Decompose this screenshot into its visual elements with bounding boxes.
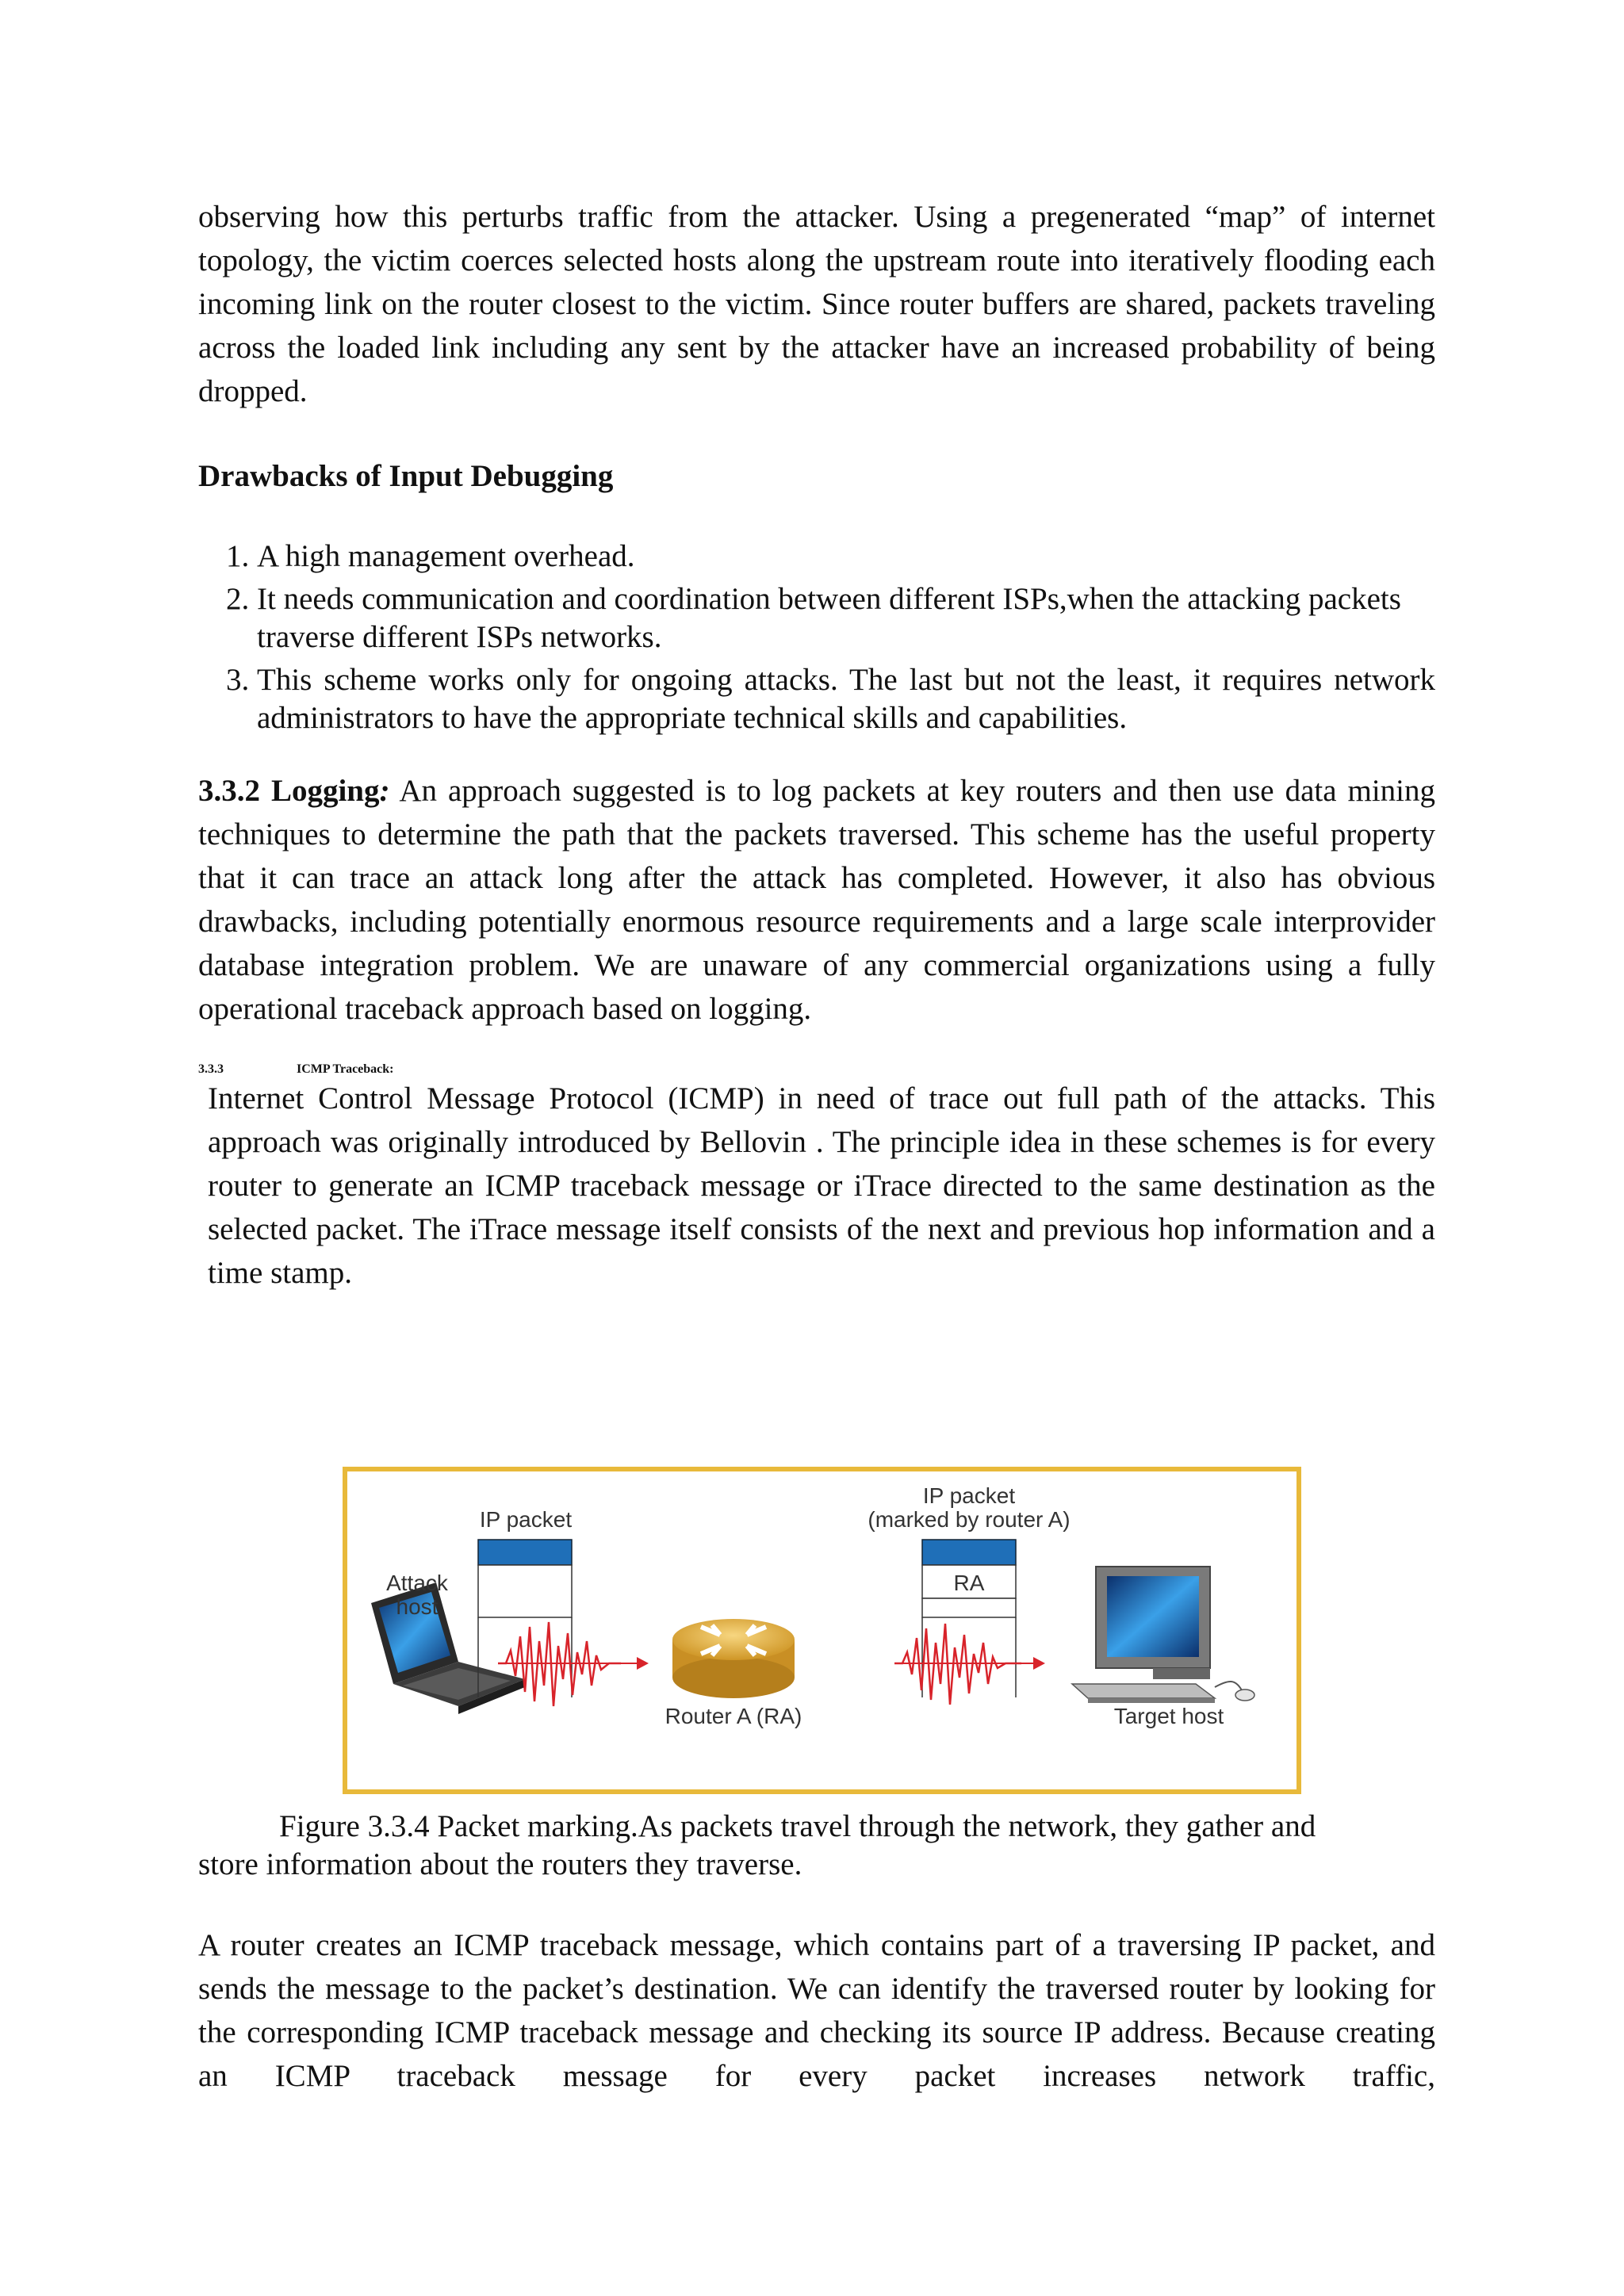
figure-diagram xyxy=(347,1471,1297,1789)
final-section xyxy=(198,1923,1435,2098)
marked-packet-label-1: IP packet xyxy=(922,1483,1016,1508)
marked-packet-label-2: (marked by router A) xyxy=(868,1507,1071,1532)
attack-host-label-2: host xyxy=(396,1594,439,1619)
mark-label: RA xyxy=(953,1571,985,1595)
list-item: 2. It needs communication and coordination between different ISPs,when the attacking packets traverse different ISPs networks. xyxy=(257,580,1435,656)
target-host-label: Target host xyxy=(1113,1704,1224,1728)
marked-packet-header xyxy=(922,1540,1016,1565)
logging-colon: : xyxy=(379,774,390,808)
icmp-paragraph: Internet Control Message Protocol (ICMP) in need of trace out full path of the attacks. This approach was originally introduced by Bellovin . The principle idea in these schemes is for every router to generate an ICMP traceback message or iTrace directed to the same destination as the selected packet. The iTrace message itself consists of the next and previous hop information and a time stamp. xyxy=(208,1081,1435,1290)
figure-caption xyxy=(198,1808,1435,1884)
intro-paragraph: observing how this perturbs traffic from the attacker. Using a pregenerated “map” of internet topology, the victim coerces selected hosts along the upstream route into iteratively flooding each incoming link on the router closest to the victim. Since router buffers are shared, packets traveling across the loaded link including any sent by the attacker have an increased probability of being dropped. xyxy=(198,200,1435,408)
computer-icon xyxy=(1072,1567,1254,1703)
packet-body xyxy=(478,1565,572,1617)
icmp-number: 3.3.3 xyxy=(198,1062,224,1076)
attack-host-label-1: Attack xyxy=(386,1571,448,1595)
router-icon xyxy=(672,1619,795,1698)
router-label: Router A (RA) xyxy=(665,1704,802,1728)
caption-line-1: Figure 3.3.4 Packet marking.As packets travel through the network, they gather and xyxy=(279,1809,1316,1843)
list-item: 1. A high management overhead. xyxy=(257,538,1435,576)
icmp-title: ICMP Traceback: xyxy=(297,1062,394,1076)
caption-line-2: store information about the routers they traverse. xyxy=(198,1847,802,1881)
drawbacks-heading: Drawbacks of Input Debugging xyxy=(198,459,614,493)
logging-text: An approach suggested is to log packets at key routers and then use data mining techniques to determine the path that the packets traversed. This scheme has the useful property that it can trace an attack long after the attack has completed. However, it also has obvious drawbacks, including potentially enormous resource requirements and a large scale interprovider database integration problem. We are unaware of any commercial organizations using a fully operational traceback approach based on logging. xyxy=(198,774,1435,1026)
packet-marking-figure xyxy=(343,1467,1301,1794)
ip-packet-label: IP packet xyxy=(479,1507,573,1532)
logging-paragraph xyxy=(198,769,1435,1031)
logging-title: 3.3.2 Logging xyxy=(198,774,380,808)
list-item: 3. This scheme works only for ongoing attacks. The last but not the least, it requires network administrators to have the appropriate technical skills and capabilities. xyxy=(257,661,1435,737)
page-content xyxy=(198,189,1435,1295)
icmp-heading xyxy=(198,1062,1435,1077)
drawbacks-list xyxy=(198,538,1435,737)
final-paragraph: A router creates an ICMP traceback message, which contains part of a traversing IP packet, and sends the message to the packet’s destination. We can identify the traversed router by looking for the corresponding ICMP traceback message and checking its source IP address. Because creating an ICMP traceback message for every packet increases network traffic, xyxy=(198,1928,1435,2093)
packet-header xyxy=(478,1540,572,1565)
